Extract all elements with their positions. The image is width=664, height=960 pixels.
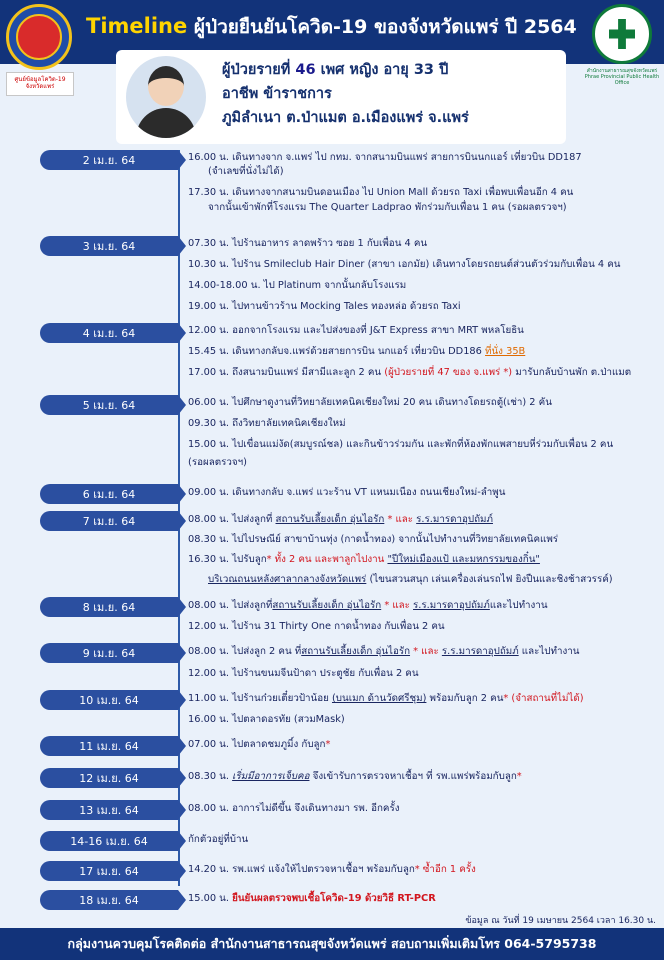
ministry-of-public-health-icon bbox=[592, 4, 652, 64]
date-pill: 6 เม.ย. 64 bbox=[40, 484, 178, 504]
event-text: 08.30 น. เริ่มมีอาการเจ็บคอ จึงเข้ารับการตรวจหาเชื้อฯ ที่ รพ.แพร่พร้อมกับลูก* bbox=[188, 771, 522, 782]
date-pill: 2 เม.ย. 64 bbox=[40, 150, 178, 170]
event-text: 08.00 น. ไปส่งลูก 2 คน ที่สถานรับเลี้ยงเด็ก อุ่นไอรัก * และ ร.ร.มารดาอุปถัมภ์ และไปทำงาน bbox=[188, 646, 580, 657]
date-pill: 12 เม.ย. 64 bbox=[40, 768, 178, 788]
event-text: 17.30 น. เดินทางจากสนามบินดอนเมือง ไป Union Mall ด้วยรถ Taxi เพื่อพบเพื่อนอีก 4 คน bbox=[188, 187, 574, 198]
date-pill: 3 เม.ย. 64 bbox=[40, 236, 178, 256]
event-text: 08.00 น. ไปส่งลูกที่ สถานรับเลี้ยงเด็ก อุ่นไอรัก * และ ร.ร.มารดาอุปถัมภ์ bbox=[188, 514, 493, 525]
event-text: 16.00 น. เดินทางจาก จ.แพร่ ไป กทม. จากสนามบินแพร่ สายการบินนกแอร์ เที่ยวบิน DD187 bbox=[188, 152, 582, 163]
patient-hometown: ภูมิลำเนา ต.ป่าแมต อ.เมืองแพร่ จ.แพร่ bbox=[222, 110, 469, 126]
event-text: 15.00 น. ยืนยันผลตรวจพบเชื้อโควิด-19 ด้วยวิธี RT-PCR bbox=[188, 893, 436, 904]
covid-center-badge: ศูนย์ข้อมูลโควิด-19 จังหวัดแพร่ bbox=[6, 72, 74, 96]
event-text: (จำเลขที่นั่งไม่ได้) bbox=[208, 166, 284, 177]
event-text: 14.00-18.00 น. ไป Platinum จากนั้นกลับโรงแรม bbox=[188, 280, 407, 291]
event-text: กักตัวอยู่ที่บ้าน bbox=[188, 834, 249, 845]
date-pill: 11 เม.ย. 64 bbox=[40, 736, 178, 756]
event-text: 12.00 น. ไปร้าน 31 Thirty One กาดน้ำทอง กับเพื่อน 2 คน bbox=[188, 621, 445, 632]
patient-info-card bbox=[116, 50, 566, 144]
event-text: 09.30 น. ถึงวิทยาลัยเทคนิคเชียงใหม่ bbox=[188, 418, 346, 429]
event-text: 07.30 น. ไปร้านอาหาร ลาดพร้าว ซอย 1 กับเพื่อน 4 คน bbox=[188, 238, 428, 249]
moph-caption: สำนักงานสาธารณสุขจังหวัดแพร่ Phrae Provincial Public Health Office bbox=[584, 68, 660, 86]
avatar bbox=[126, 56, 206, 138]
linked-case: (ผู้ป่วยรายที่ 47 ของ จ.แพร่ *) bbox=[384, 367, 513, 378]
event-text: 12.00 น. ไปร้านขนมจีนป้าดา ประตูชัย กับเพื่อน 2 คน bbox=[188, 668, 419, 679]
event-text: 06.00 น. ไปศึกษาดูงานที่วิทยาลัยเทคนิคเชียงใหม่ 20 คน เดินทางโดยรถตู้(เช่า) 2 คัน bbox=[188, 397, 552, 408]
title-highlight: Timeline bbox=[86, 14, 188, 38]
event-text: 07.00 น. ไปตลาดชมภูมิ์ง กับลูก* bbox=[188, 739, 331, 750]
date-pill: 4 เม.ย. 64 bbox=[40, 323, 178, 343]
patient-occupation: อาชีพ ข้าราชการ bbox=[222, 86, 332, 102]
confirmed-result: ยืนยันผลตรวจพบเชื้อโควิด-19 ด้วยวิธี RT-PCR bbox=[232, 893, 436, 904]
event-text: 19.00 น. ไปทานข้าวร้าน Mocking Tales ทองหล่อ ด้วยรถ Taxi bbox=[188, 301, 461, 312]
provincial-seal-icon bbox=[6, 4, 72, 70]
event-text: 15.00 น. ไปเขื่อนแม่งัด(สมบูรณ์ชล) และกินข้าวร่วมกัน และพักที่ห้องพักแพสายบหี่ร่วมกับเพื่อน 2 คน bbox=[188, 439, 614, 450]
date-pill: 9 เม.ย. 64 bbox=[40, 643, 178, 663]
page-title bbox=[86, 12, 577, 42]
date-pill: 18 เม.ย. 64 bbox=[40, 890, 178, 910]
date-pill: 14-16 เม.ย. 64 bbox=[40, 831, 178, 851]
event-text: 14.20 น. รพ.แพร่ แจ้งให้ไปตรวจหาเชื้อฯ พร้อมกับลูก* ซ้ำอีก 1 ครั้ง bbox=[188, 864, 476, 875]
event-text: (รอผลตรวจฯ) bbox=[188, 457, 247, 468]
event-text: 09.00 น. เดินทางกลับ จ.แพร่ แวะร้าน VT แหนมเนือง ถนนเชียงใหม่-ลำพูน bbox=[188, 487, 506, 498]
event-text: บริเวณถนนหลังศาลากลางจังหวัดแพร่ (ไขนสวนสนุก เล่นเครื่องเล่นรถไฟ ยิงปืนและชิงช้าสวรรค์) bbox=[208, 574, 613, 585]
event-text: 15.45 น. เดินทางกลับจ.แพร่ด้วยสายการบิน นกแอร์ เที่ยวบิน DD186 ที่นั่ง 35B bbox=[188, 346, 526, 357]
event-text: 08.00 น. ไปส่งลูกที่สถานรับเลี้ยงเด็ก อุ่นไอรัก * และ ร.ร.มารดาอุปถัมภ์และไปทำงาน bbox=[188, 600, 548, 611]
date-pill: 17 เม.ย. 64 bbox=[40, 861, 178, 881]
patient-line-1: ผู้ป่วยรายที่ 46 เพศ หญิง อายุ 33 ปี bbox=[222, 62, 449, 78]
date-pill: 5 เม.ย. 64 bbox=[40, 395, 178, 415]
event-text: 10.30 น. ไปร้าน Smileclub Hair Diner (สาขา เอกมัย) เดินทางโดยรถยนต์ส่วนตัวร่วมกับเพื่อน 4 คน bbox=[188, 259, 621, 270]
seat-number: ที่นั่ง 35B bbox=[485, 346, 526, 357]
data-as-of-note: ข้อมูล ณ วันที่ 19 เมษายน 2564 เวลา 16.30 น. bbox=[465, 916, 656, 926]
event-text: 16.30 น. ไปรับลูก* ทั้ง 2 คน และพาลูกไปงาน "ปีใหม่เมืองแป้ และมหกรรมของกิ๋น" bbox=[188, 554, 540, 565]
event-text: 08.00 น. อาการไม่ดีขึ้น จึงเดินทางมา รพ. อีกครั้ง bbox=[188, 803, 400, 814]
footer-contact: กลุ่มงานควบคุมโรคติดต่อ สำนักงานสาธารณสุขจังหวัดแพร่ สอบถามเพิ่มเติมโทร 064-5795738 bbox=[0, 928, 664, 960]
event-text: จากนั้นเข้าพักที่โรงแรม The Quarter Ladprao พักร่วมกับเพื่อน 1 คน (รอผลตรวจฯ) bbox=[208, 202, 567, 213]
title-rest: ผู้ป่วยยืนยันโควิด-19 ของจังหวัดแพร่ ปี 2564 bbox=[193, 16, 577, 38]
patient-details bbox=[222, 58, 469, 130]
event-text: 12.00 น. ออกจากโรงแรม และไปส่งของที่ J&T Express สาขา MRT พหลโยธิน bbox=[188, 325, 524, 336]
event-text: 11.00 น. ไปร้านก๋วยเตี๋ยวป้าน้อย (บนเมก ด้านวัดศรีชุม) พร้อมกับลูก 2 คน* (จำสถานที่ไม่ได้) bbox=[188, 693, 584, 704]
date-pill: 10 เม.ย. 64 bbox=[40, 690, 178, 710]
event-text: 08.30 น. ไปไปรษณีย์ สาขาบ้านทุ่ง (กาดน้ำทอง) จากนั้นไปทำงานที่วิทยาลัยเทคนิคแพร่ bbox=[188, 534, 559, 545]
event-text: 17.00 น. ถึงสนามบินแพร่ มีสามีและลูก 2 คน (ผู้ป่วยรายที่ 47 ของ จ.แพร่ *) มารับกลับบ้านพัก ต.ป่าแมต bbox=[188, 367, 632, 378]
event-text: 16.00 น. ไปตลาดอรทัย (สวมMask) bbox=[188, 714, 345, 725]
date-pill: 13 เม.ย. 64 bbox=[40, 800, 178, 820]
date-pill: 7 เม.ย. 64 bbox=[40, 511, 178, 531]
date-pill: 8 เม.ย. 64 bbox=[40, 597, 178, 617]
